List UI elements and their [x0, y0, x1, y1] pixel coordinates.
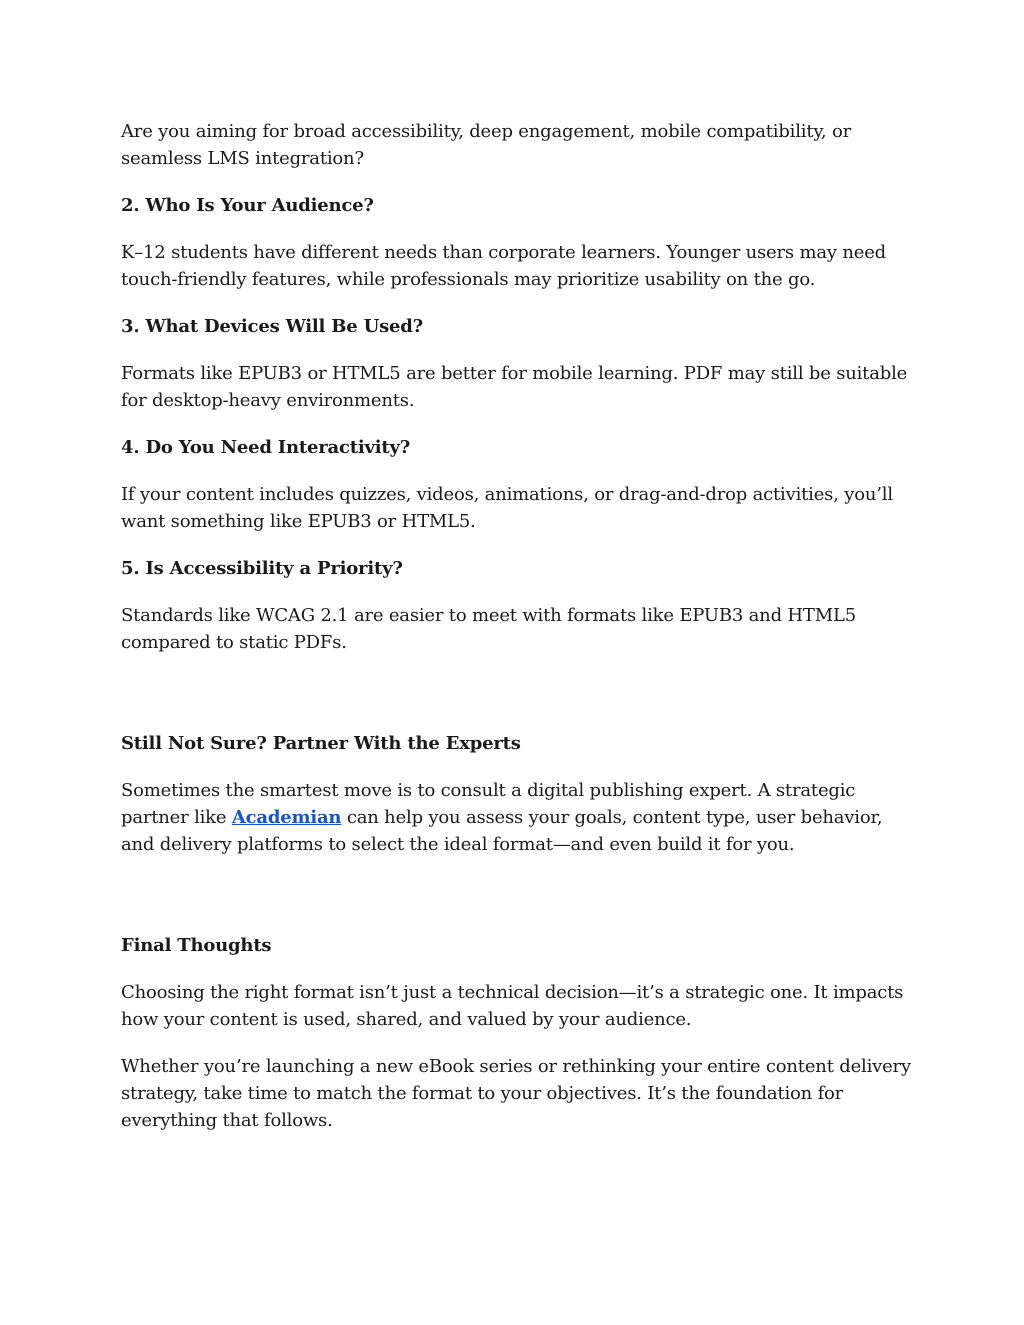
question-heading-audience: 2. Who Is Your Audience? [121, 195, 374, 216]
final-paragraph-1: Choosing the right format isn’t just a technical decision—it’s a strategic one. It impacts how your content is used, shared, and valued by your audience. [121, 982, 904, 1030]
academian-link[interactable]: Academian [231, 807, 342, 828]
section-spacer [121, 878, 911, 932]
question-body-audience: K–12 students have different needs than corporate learners. Younger users may need touch-friendly features, while professionals may prioritize usability on the go. [121, 242, 886, 290]
question-body-devices: Formats like EPUB3 or HTML5 are better for mobile learning. PDF may still be suitable for desktop-heavy environments. [121, 363, 908, 411]
question-body-accessibility: Standards like WCAG 2.1 are easier to meet with formats like EPUB3 and HTML5 compared to static PDFs. [121, 605, 856, 653]
experts-text-before: Sometimes the smartest move is to consult a digital publishing expert. A strategic partner like [121, 780, 856, 828]
question-heading-devices: 3. What Devices Will Be Used? [121, 316, 424, 337]
experts-heading: Still Not Sure? Partner With the Experts [121, 733, 521, 754]
intro-paragraph: Are you aiming for broad accessibility, deep engagement, mobile compatibility, or seamless LMS integration? [121, 121, 852, 169]
experts-text-after: can help you assess your goals, content type, user behavior, and delivery platforms to select the ideal format—and even build it for you. [121, 807, 883, 855]
final-paragraph-2: Whether you’re launching a new eBook series or rethinking your entire content delivery strategy, take time to match the format to your objectives. It’s the foundation for everything that follows. [121, 1056, 911, 1131]
experts-paragraph [121, 777, 911, 858]
document-page [121, 118, 911, 1154]
final-thoughts-heading: Final Thoughts [121, 935, 272, 956]
question-body-interactivity: If your content includes quizzes, videos, animations, or drag-and-drop activities, you’ll want something like EPUB3 or HTML5. [121, 484, 893, 532]
question-heading-interactivity: 4. Do You Need Interactivity? [121, 437, 411, 458]
question-heading-accessibility: 5. Is Accessibility a Priority? [121, 558, 403, 579]
section-spacer [121, 676, 911, 730]
